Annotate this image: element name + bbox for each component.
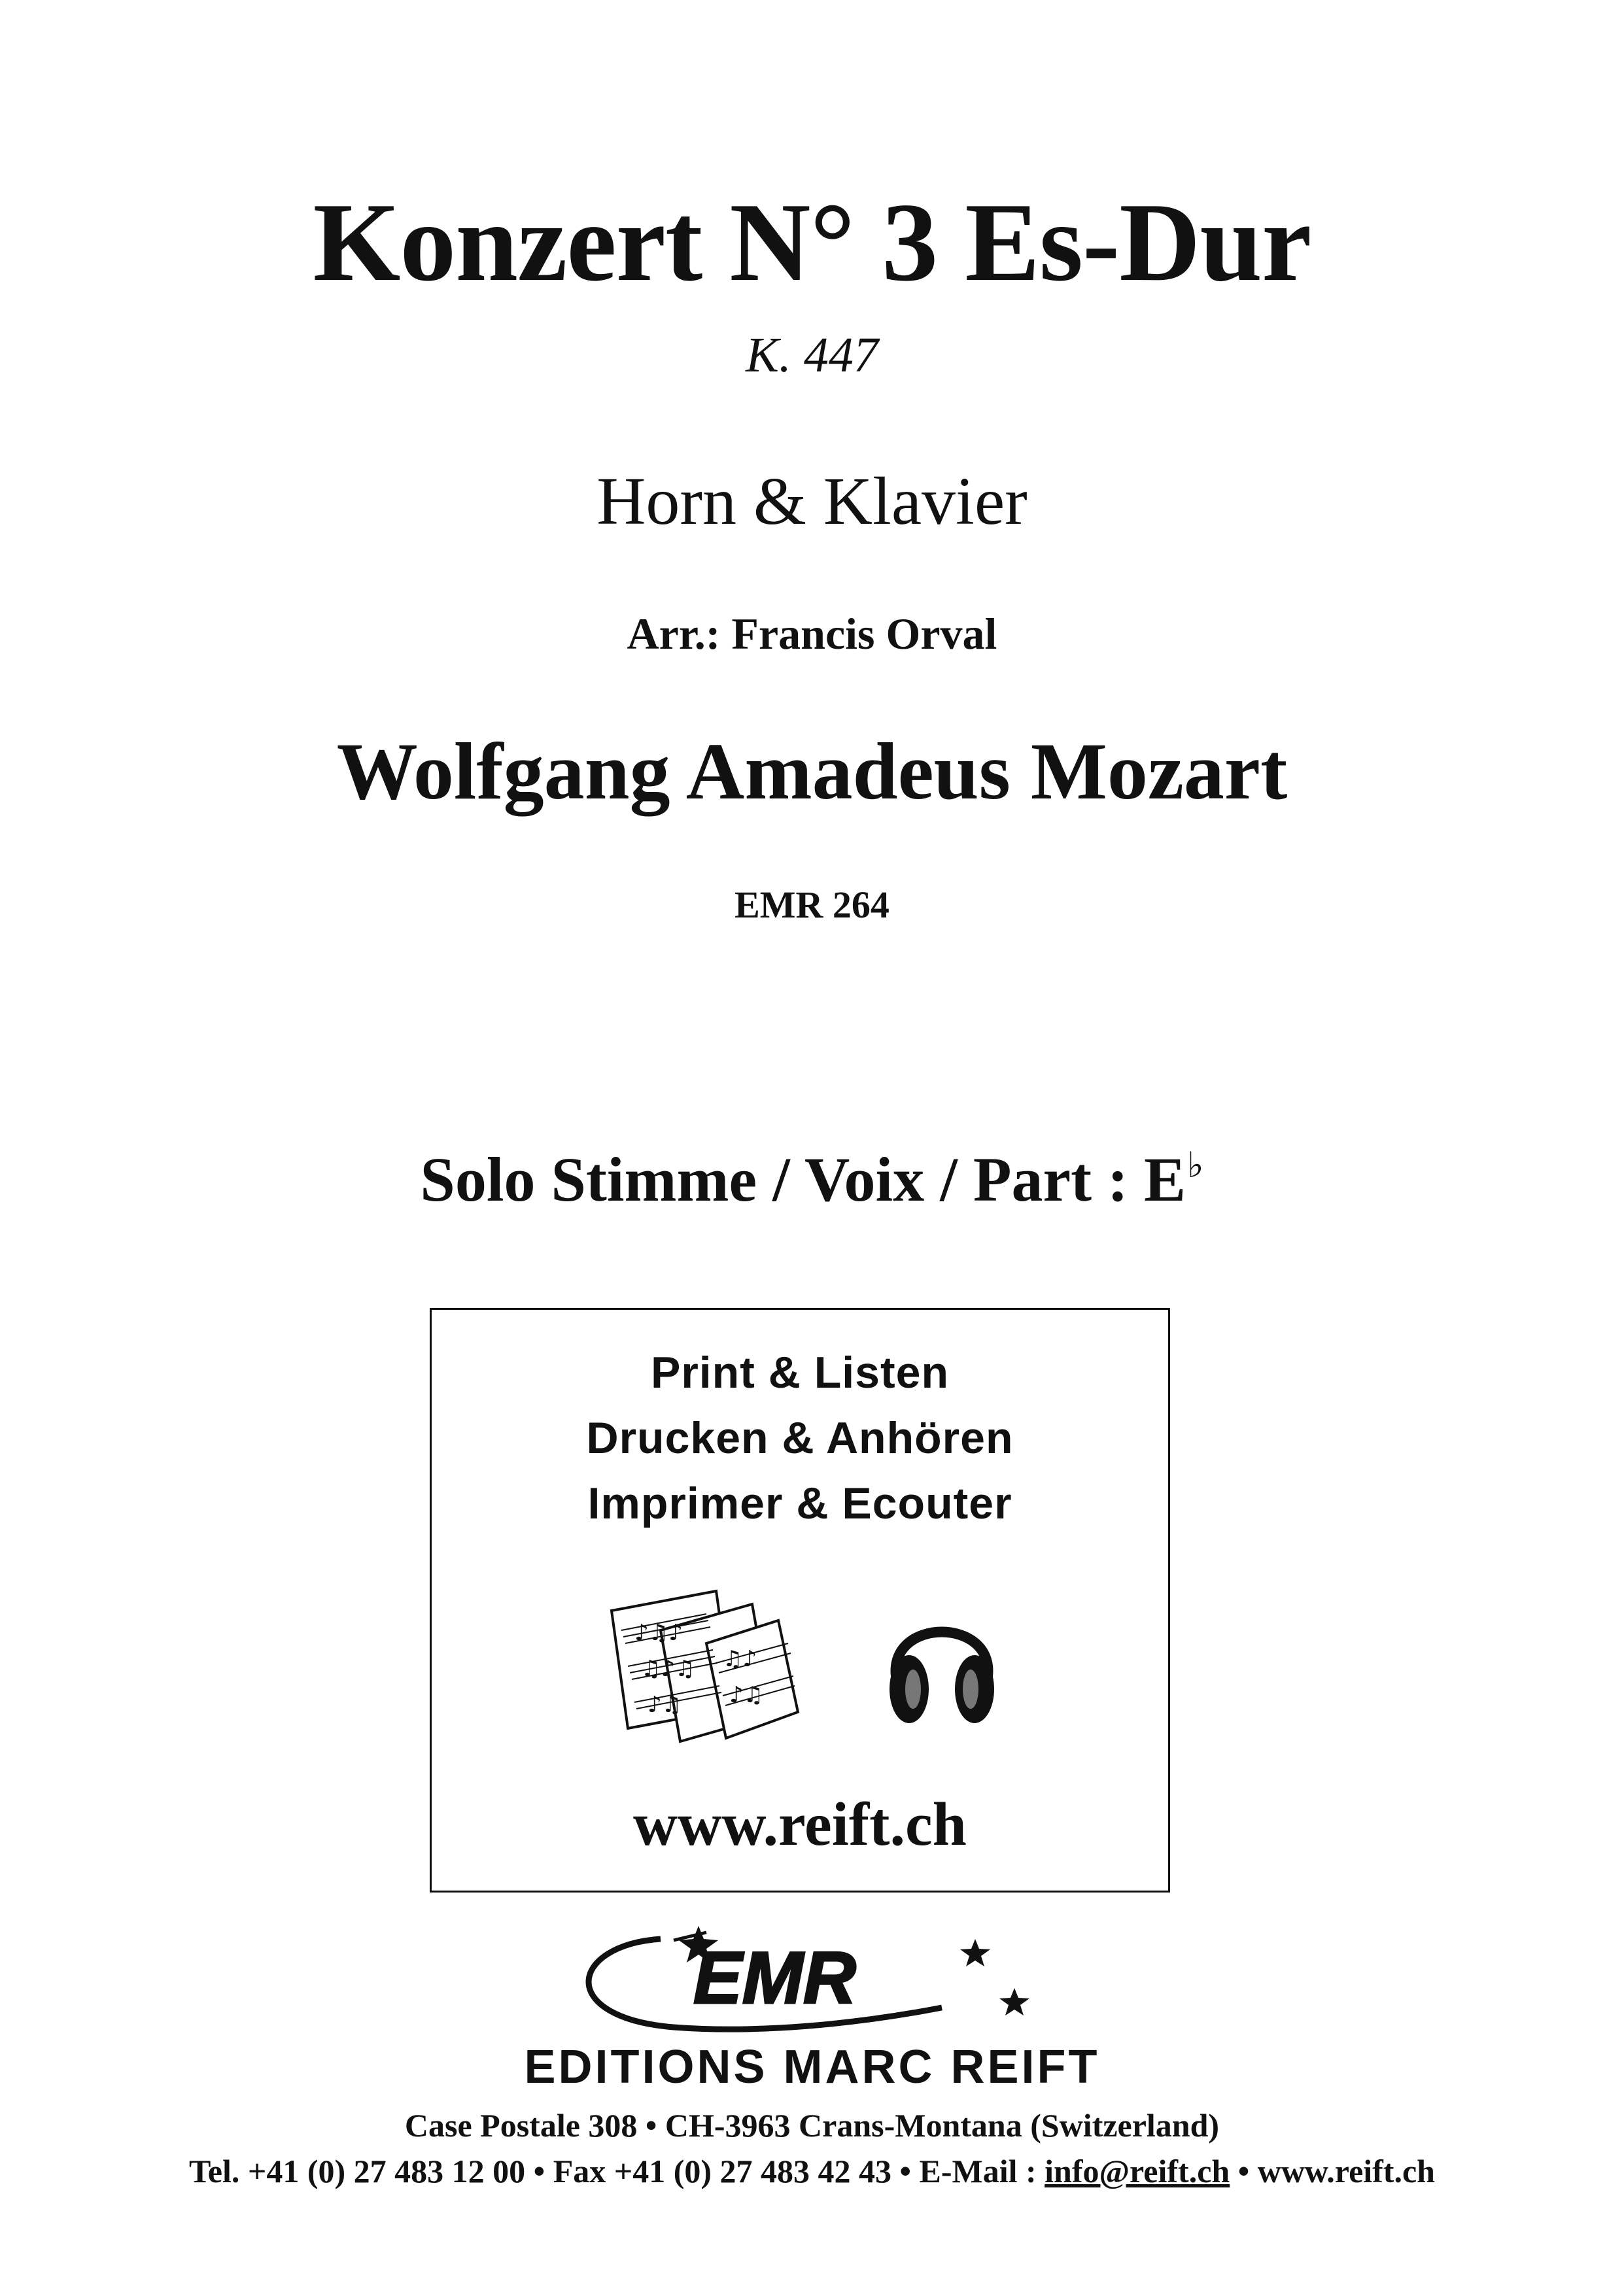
email-link[interactable]: info@reift.ch (1045, 2153, 1230, 2189)
composer: Wolfgang Amadeus Mozart (336, 727, 1288, 816)
contact-phone-fax: Tel. +41 (0) 27 483 12 00 • Fax +41 (0) 27 483 42 43 • E-Mail : (189, 2153, 1045, 2189)
promo-line-3: Imprimer & Ecouter (587, 1479, 1012, 1528)
brand-editions: EDITIONS (524, 2041, 768, 2093)
part-label-text: Solo Stimme / Voix / Part : E (420, 1144, 1186, 1214)
svg-text:♪♫: ♪♫ (648, 1692, 682, 1718)
logo-text: EMR (693, 1937, 856, 2019)
svg-text:♫♪♫: ♫♪♫ (641, 1656, 695, 1682)
publisher-address: Case Postale 308 • CH-3963 Crans-Montana (Switzerland) (404, 2107, 1220, 2144)
contact-website: • www.reift.ch (1230, 2153, 1435, 2189)
flat-sign: ♭ (1187, 1146, 1204, 1185)
emr-logo (543, 1919, 1079, 2044)
arranger: Arr.: Francis Orval (627, 609, 997, 659)
catalog-number: EMR 264 (734, 883, 890, 926)
instrumentation: Horn & Klavier (596, 464, 1028, 539)
website-url[interactable]: www.reift.ch (633, 1791, 967, 1859)
publisher-brand (0, 2041, 1624, 2093)
brand-reift: REIFT (950, 2041, 1100, 2093)
sheet-music-icon (598, 1585, 801, 1748)
part-label (0, 1144, 1624, 1214)
publisher-contact (0, 2155, 1624, 2187)
promo-line-2: Drucken & Anhören (586, 1413, 1014, 1463)
brand-marc: MARC (783, 2041, 935, 2093)
promo-box (430, 1308, 1170, 1893)
svg-text:♪♫♪: ♪♫♪ (634, 1620, 683, 1646)
svg-text:♫♪: ♫♪ (723, 1646, 757, 1672)
headphones-icon (883, 1591, 1001, 1735)
promo-line-1: Print & Listen (650, 1348, 950, 1397)
page-title: Konzert N° 3 Es-Dur (313, 180, 1311, 305)
koechel-number: K. 447 (746, 328, 878, 383)
svg-text:♪♫: ♪♫ (729, 1682, 764, 1708)
